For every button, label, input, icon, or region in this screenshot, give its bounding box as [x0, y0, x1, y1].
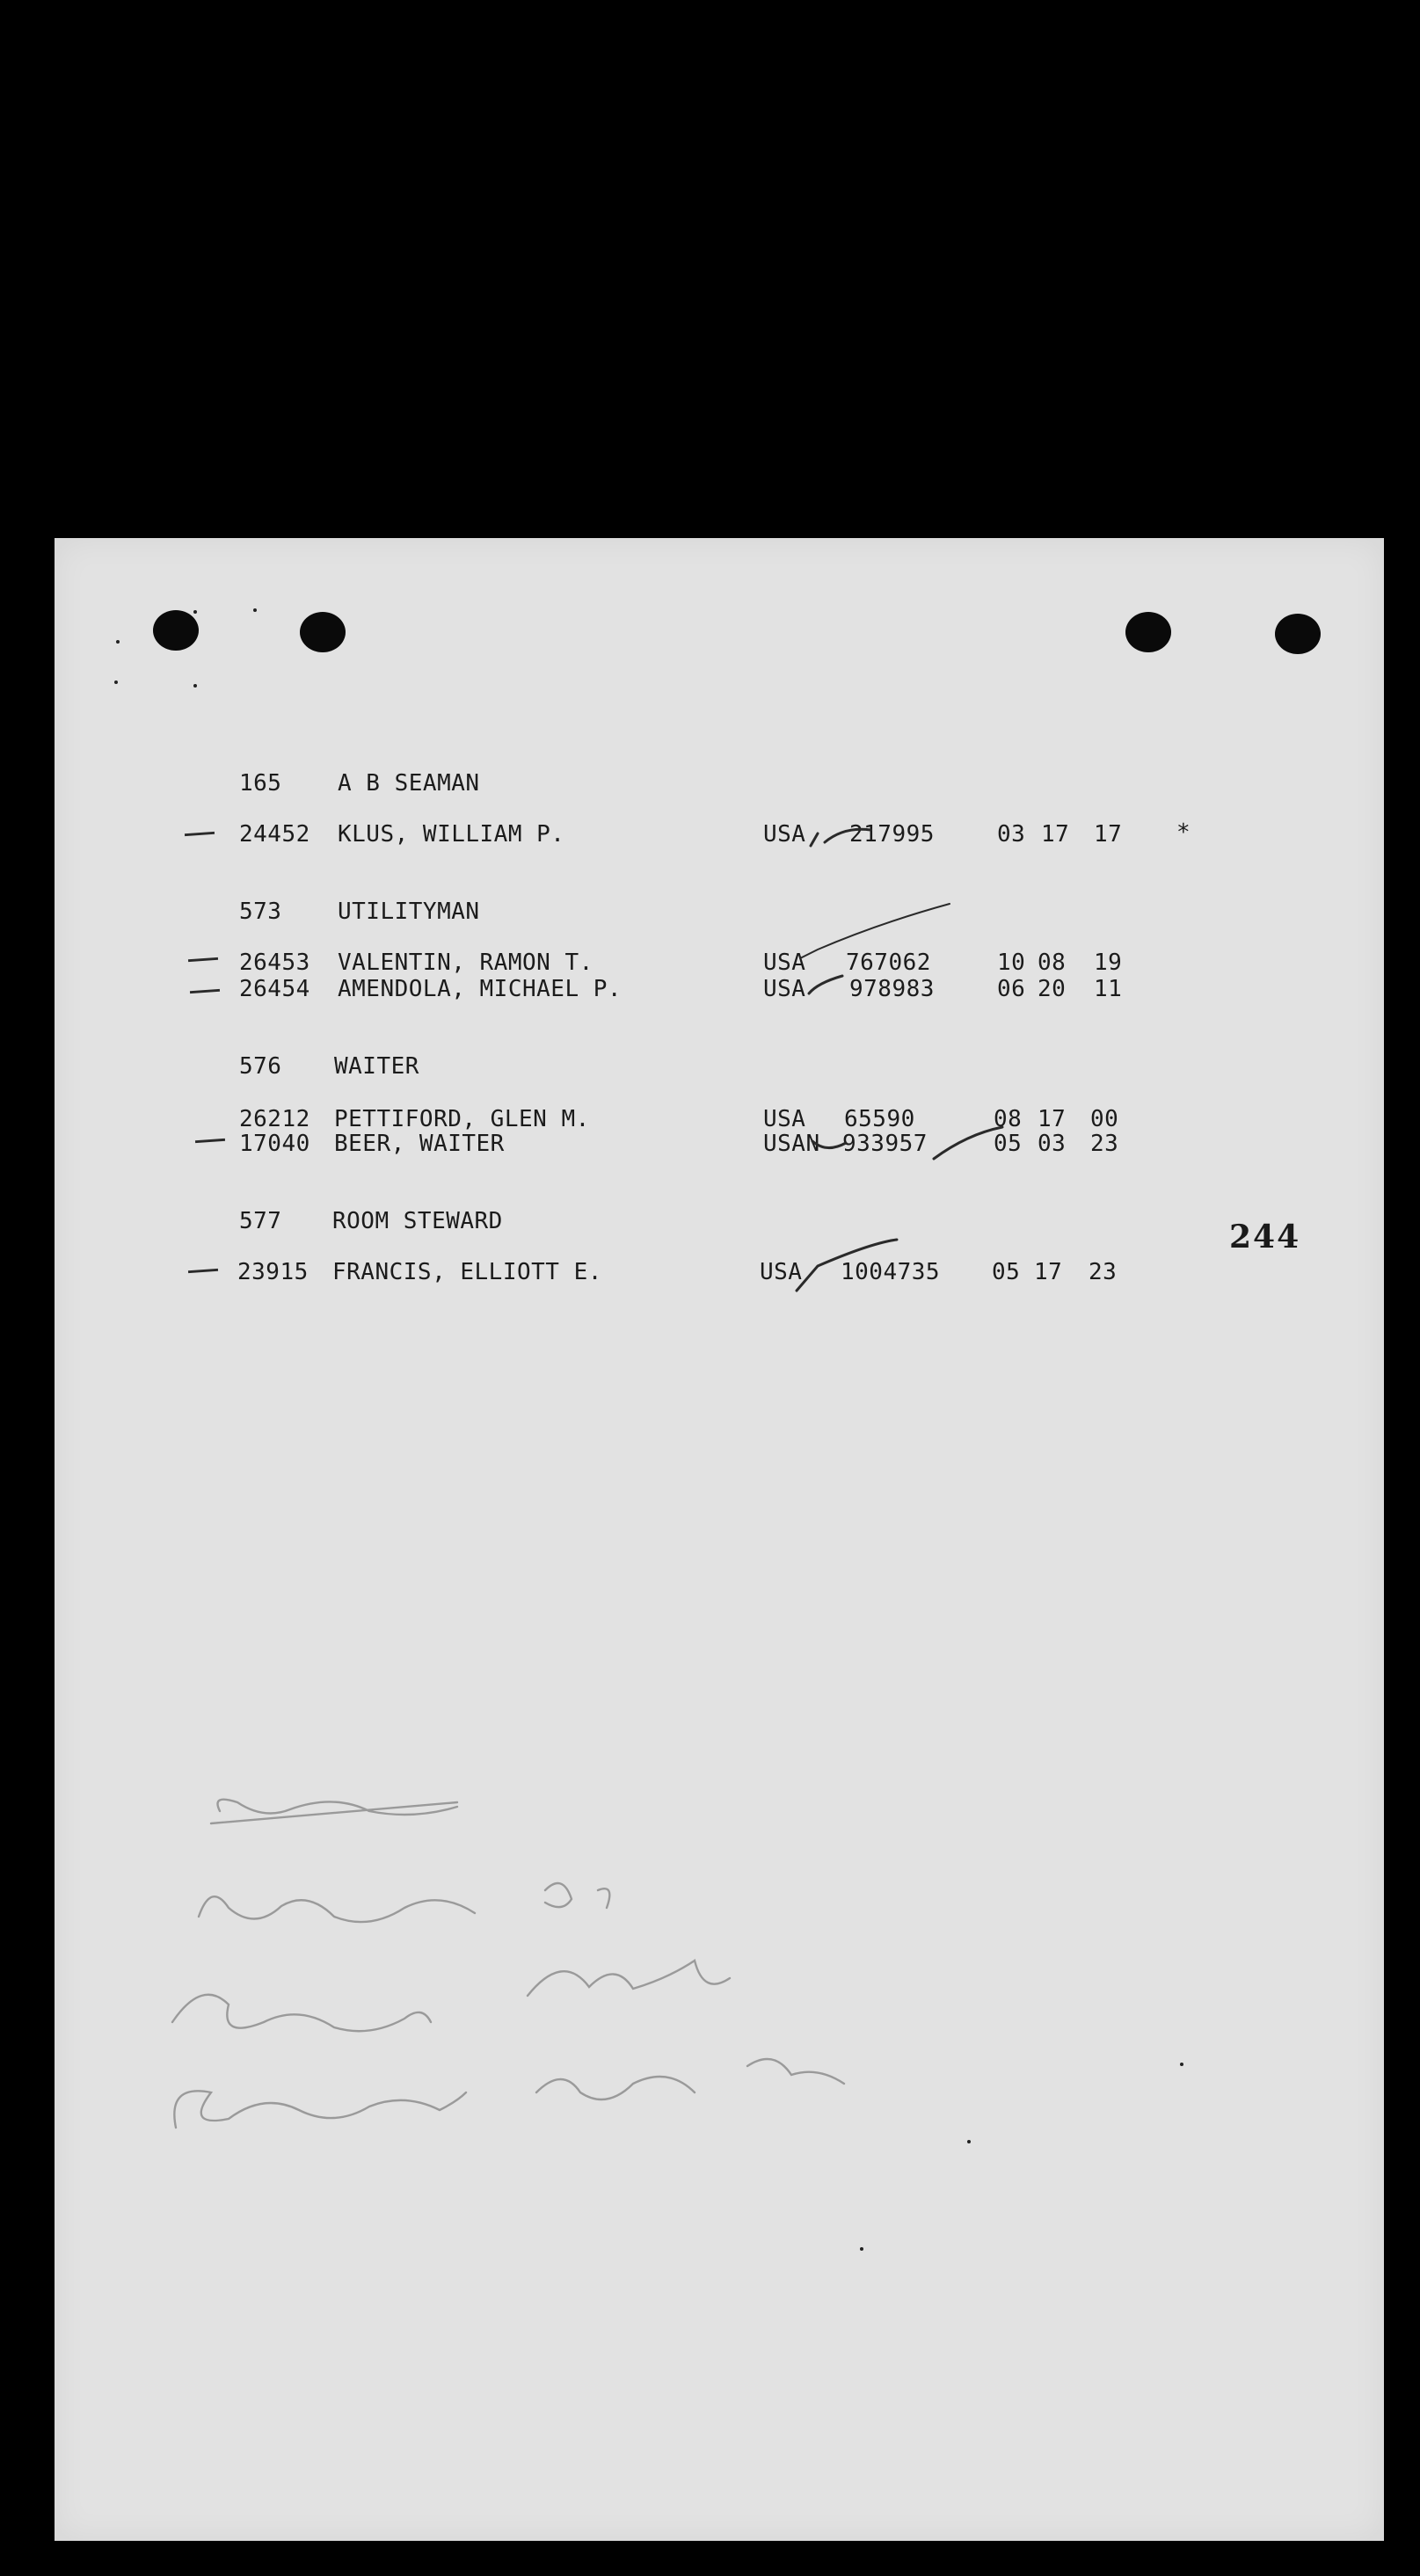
row-number: 767062	[846, 950, 931, 976]
pen-check-mark	[812, 1127, 1002, 1159]
row-name: AMENDOLA, MICHAEL P.	[338, 976, 623, 1002]
row-id: 26453	[239, 950, 310, 976]
row-name: PETTIFORD, GLEN M.	[334, 1106, 590, 1132]
row-d3: 23	[1090, 1131, 1119, 1157]
row-id: 26212	[239, 1106, 310, 1132]
section-code: 165	[239, 770, 282, 797]
pen-check-mark	[809, 976, 842, 993]
row-country: USA	[760, 1259, 803, 1285]
row-country: USA	[763, 821, 806, 848]
section-title: ROOM STEWARD	[332, 1208, 503, 1234]
row-number: 933957	[842, 1131, 928, 1157]
row-d2: 17	[1041, 821, 1070, 848]
row-flag: *	[1176, 819, 1191, 846]
row-d1: 03	[997, 821, 1026, 848]
row-d1: 05	[994, 1131, 1023, 1157]
row-d1: 05	[992, 1259, 1021, 1285]
pen-check-mark	[797, 1240, 897, 1291]
row-country: USA	[763, 976, 806, 1002]
row-id: 23915	[237, 1259, 309, 1285]
row-d3: 17	[1094, 821, 1123, 848]
row-d1: 06	[997, 976, 1026, 1002]
row-number: 217995	[849, 821, 935, 848]
row-d1: 10	[997, 950, 1026, 976]
section-title: UTILITYMAN	[338, 899, 480, 925]
row-country: USA	[763, 950, 806, 976]
row-name: KLUS, WILLIAM P.	[338, 821, 565, 848]
row-name: BEER, WAITER	[334, 1131, 505, 1157]
pen-check-mark	[800, 904, 950, 958]
row-d3: 19	[1094, 950, 1123, 976]
row-d2: 08	[1038, 950, 1067, 976]
row-country: USA	[763, 1106, 806, 1132]
row-id: 26454	[239, 976, 310, 1002]
row-d1: 08	[994, 1106, 1023, 1132]
row-number: 1004735	[841, 1259, 941, 1285]
row-number: 65590	[844, 1106, 915, 1132]
row-name: VALENTIN, RAMON T.	[338, 950, 593, 976]
section-code: 576	[239, 1053, 282, 1080]
row-d2: 20	[1038, 976, 1067, 1002]
row-number: 978983	[849, 976, 935, 1002]
section-title: A B SEAMAN	[338, 770, 480, 797]
row-id: 17040	[239, 1131, 310, 1157]
row-d2: 03	[1038, 1131, 1067, 1157]
page-number: 244	[1229, 1219, 1301, 1255]
pencil-notes	[172, 1800, 844, 2128]
row-d3: 23	[1089, 1259, 1118, 1285]
row-name: FRANCIS, ELLIOTT E.	[332, 1259, 602, 1285]
section-code: 573	[239, 899, 282, 925]
row-d2: 17	[1034, 1259, 1063, 1285]
row-d3: 11	[1094, 976, 1123, 1002]
pen-check-mark	[811, 829, 870, 846]
row-d2: 17	[1038, 1106, 1067, 1132]
section-code: 577	[239, 1208, 282, 1234]
row-d3: 00	[1090, 1106, 1119, 1132]
row-country: USAN	[763, 1131, 820, 1157]
row-id: 24452	[239, 821, 310, 848]
section-title: WAITER	[334, 1053, 419, 1080]
